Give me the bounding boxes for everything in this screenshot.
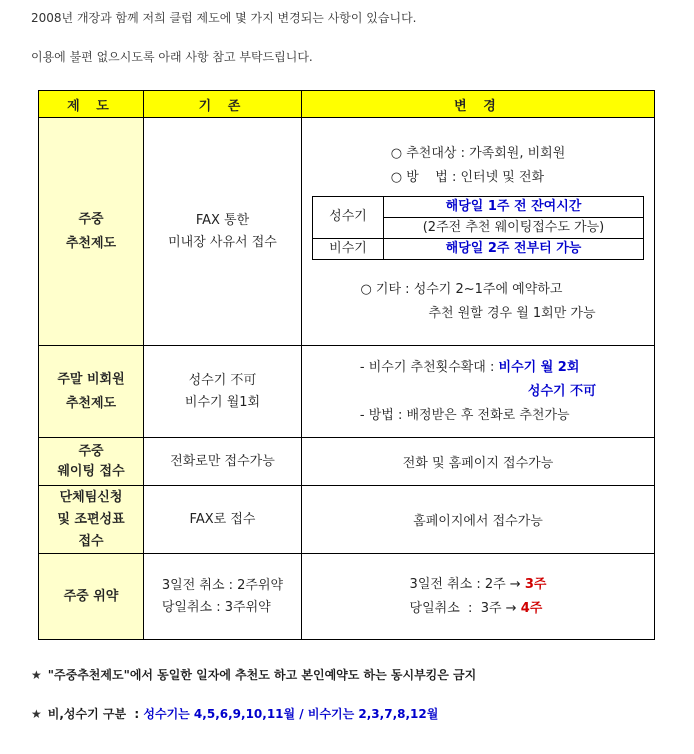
category-cell: 주중 위약 [39, 554, 144, 640]
etc-line-2: 추천 원할 경우 월 1회만 가능 [428, 305, 596, 321]
existing-cell: FAX로 접수 [144, 486, 302, 554]
existing-cell: 성수기 不可 비수기 월1회 [144, 346, 302, 438]
change-cell: 3일전 취소 : 2주 → 3주 당일취소 : 3주 → 4주 [302, 554, 655, 640]
existing-cell: FAX 통한 미내장 사유서 접수 [144, 118, 302, 346]
table-header-row [39, 91, 655, 118]
category-cell: 주중 추천제도 [39, 118, 144, 346]
season-months: 성수기는 4,5,6,9,10,11월 / 비수기는 2,3,7,8,12월 [143, 707, 439, 721]
offpeak-value: 해당일 2주 전부터 가능 [384, 238, 644, 259]
change-cell: 전화 및 홈페이지 접수가능 [302, 438, 655, 486]
star-icon: ★ [31, 707, 42, 721]
offpeak-label: 비수기 [313, 238, 384, 259]
highlight-peak: 성수기 不可 [527, 383, 597, 399]
change-cell: 홈페이지에서 접수가능 [302, 486, 655, 554]
note-double-booking: ★ "주중추천제도"에서 동일한 일자에 추천도 하고 본인예약도 하는 동시부킹은 금지 [31, 668, 477, 682]
header-change: 변 경 [302, 91, 655, 118]
existing-cell: 3일전 취소 : 2주위약 당일취소 : 3주위약 [144, 554, 302, 640]
peak-label: 성수기 [313, 196, 384, 238]
bullet-target: ○ 추천대상 : 가족회원, 비회원 [390, 145, 566, 161]
header-system: 제 도 [39, 91, 144, 118]
highlight-3weeks: 3주 [524, 576, 547, 592]
peak-value: 해당일 1주 전 잔여시간 [384, 196, 644, 217]
category-cell: 주말 비회원 추천제도 [39, 346, 144, 438]
intro-line-2: 이용에 불편 없으시도록 아래 사항 참고 부탁드립니다. [31, 50, 313, 64]
existing-cell: 전화로만 접수가능 [144, 438, 302, 486]
table-row-weekend-nonmember [39, 346, 655, 438]
table-row-weekday-recommend [39, 118, 655, 346]
bullet-method: ○ 방 법 : 인터넷 및 전화 [390, 169, 545, 185]
highlight-offpeak: 비수기 월 2회 [498, 359, 580, 375]
highlight-4weeks: 4주 [520, 600, 543, 616]
season-rules-table [312, 196, 644, 260]
category-cell: 단체팀신청 및 조편성표 접수 [39, 486, 144, 554]
note-season-definition: ★ 비,성수기 구분 : 성수기는 4,5,6,9,10,11월 / 비수기는 2,3,7,8,12월 [31, 707, 439, 721]
table-row-group-team [39, 486, 655, 554]
header-existing: 기 존 [144, 91, 302, 118]
etc-line-1: ○ 기타 : 성수기 2~1주에 예약하고 [360, 281, 563, 297]
change-cell [302, 118, 655, 346]
peak-note: (2주전 추천 웨이팅접수도 가능) [384, 217, 644, 238]
table-row-weekday-penalty [39, 554, 655, 640]
table-row-weekday-waiting [39, 438, 655, 486]
policy-change-table [38, 90, 655, 640]
category-cell: 주중 웨이팅 접수 [39, 438, 144, 486]
star-icon: ★ [31, 668, 42, 682]
change-cell: - 비수기 추천횟수확대 : 비수기 월 2회 성수기 不可 - 방법 : 배정받은 후 전화로 추천가능 [302, 346, 655, 438]
intro-line-1: 2008년 개장과 함께 저희 클럽 제도에 몇 가지 변경되는 사항이 있습니다. [31, 11, 417, 25]
